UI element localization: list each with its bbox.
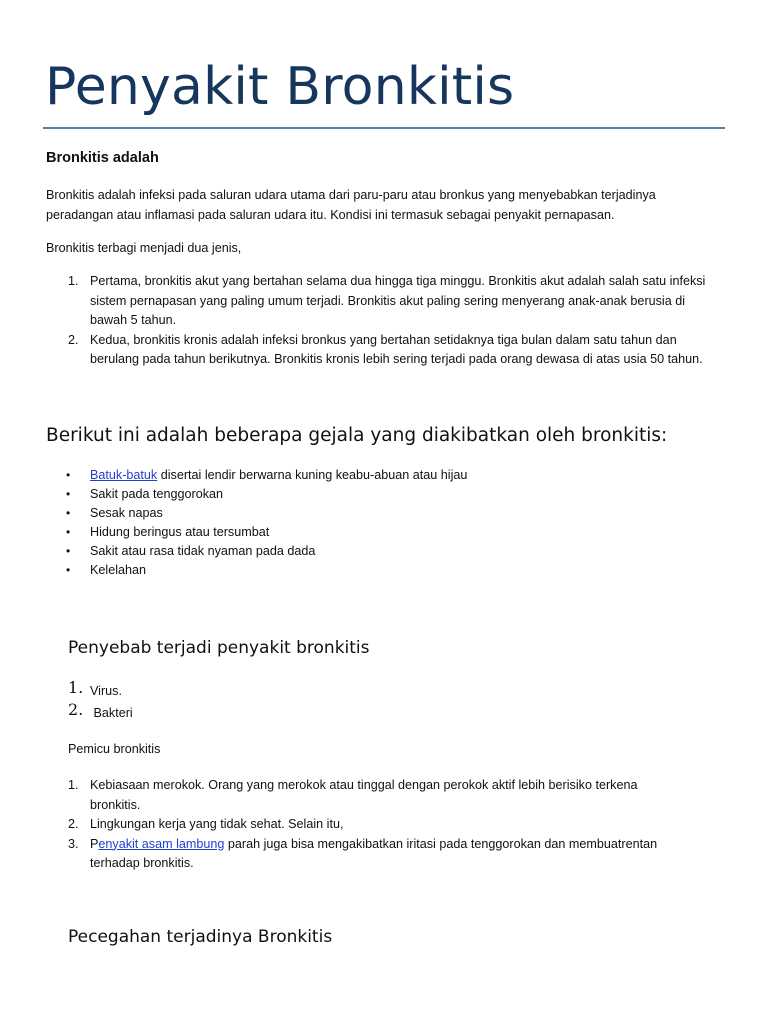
bullet-marker: • — [66, 487, 71, 501]
list-marker: 1. — [68, 274, 79, 288]
list-marker: 1. — [68, 678, 84, 697]
intro-line-2: peradangan atau inflamasi pada saluran udara itu. Kondisi ini termasuk sebagai penyakit pernapasan. — [46, 208, 615, 222]
causes-heading: Penyebab terjadi penyakit bronkitis — [68, 638, 370, 658]
list-item: 2. Kedua, bronkitis kronis adalah infeksi bronkus yang bertahan setidaknya tiga bulan dalam satu tahun dan berulang pada tahun berikutnya. Bronkitis kronis lebih sering terjadi pada orang dewasa di atas usia 50 tahun. — [68, 332, 703, 366]
list-marker: 1. — [68, 778, 79, 792]
bullet-marker: • — [66, 468, 71, 482]
bullet-marker: • — [66, 563, 71, 577]
types-list — [46, 272, 746, 370]
bullet-marker: • — [66, 544, 71, 558]
bullet-marker: • — [66, 506, 71, 520]
intro-heading: Bronkitis adalah — [46, 150, 159, 166]
triggers-heading: Pemicu bronkitis — [68, 742, 161, 756]
list-item: 1. Kebiasaan merokok. Orang yang merokok atau tinggal dengan perokok aktif lebih berisiko terkena bronkitis. — [68, 778, 638, 812]
list-item: • Sakit atau rasa tidak nyaman pada dada — [46, 542, 746, 561]
list-item: 3. Penyakit asam lambung parah juga bisa mengakibatkan iritasi pada tenggorokan dan membuatrentan terhadap bronkitis. — [68, 836, 658, 870]
list-item: • Sesak napas — [46, 504, 746, 523]
symptoms-heading: Berikut ini adalah beberapa gejala yang diakibatkan oleh bronkitis: — [46, 425, 668, 446]
list-marker: 3. — [68, 836, 79, 851]
list-item: • Batuk-batuk disertai lendir berwarna kuning keabu-abuan atau hijau — [46, 466, 746, 485]
list-marker: 2. — [68, 817, 79, 831]
symptoms-list — [46, 466, 746, 580]
batuk-link[interactable]: Batuk-batuk — [90, 468, 158, 482]
list-item: 2. Bakteri — [68, 700, 133, 720]
title-underline — [43, 127, 725, 129]
list-item: 1. Pertama, bronkitis akut yang bertahan selama dua hingga tiga minggu. Bronkitis akut adalah salah satu infeksi sistem pernapasan yang paling umum terjadi. Bronkitis akut paling sering menyerang anak-anak berusia di bawah 5 tahun. — [68, 274, 706, 327]
list-item: 2. Lingkungan kerja yang tidak sehat. Selain itu, — [46, 815, 756, 835]
list-marker: 2. — [68, 700, 84, 719]
causes-list — [46, 680, 746, 724]
list-item: 1. Virus. — [68, 678, 122, 698]
triggers-list — [46, 776, 756, 874]
intro-line-1: Bronkitis adalah infeksi pada saluran udara utama dari paru-paru atau bronkus yang menyebabkan terjadinya — [46, 188, 656, 202]
list-marker: 2. — [68, 332, 79, 347]
types-lead: Bronkitis terbagi menjadi dua jenis, — [46, 241, 242, 255]
list-item: • Sakit pada tenggorokan — [46, 485, 746, 504]
document-title: Penyakit Bronkitis — [45, 57, 515, 117]
list-item: • Hidung beringus atau tersumbat — [46, 523, 746, 542]
list-item: • Kelelahan — [46, 561, 746, 580]
asam-lambung-link[interactable]: enyakit asam lambung — [98, 836, 225, 851]
prevention-heading: Pecegahan terjadinya Bronkitis — [68, 927, 333, 947]
intro-paragraph — [46, 185, 726, 225]
bullet-marker: • — [66, 525, 71, 539]
